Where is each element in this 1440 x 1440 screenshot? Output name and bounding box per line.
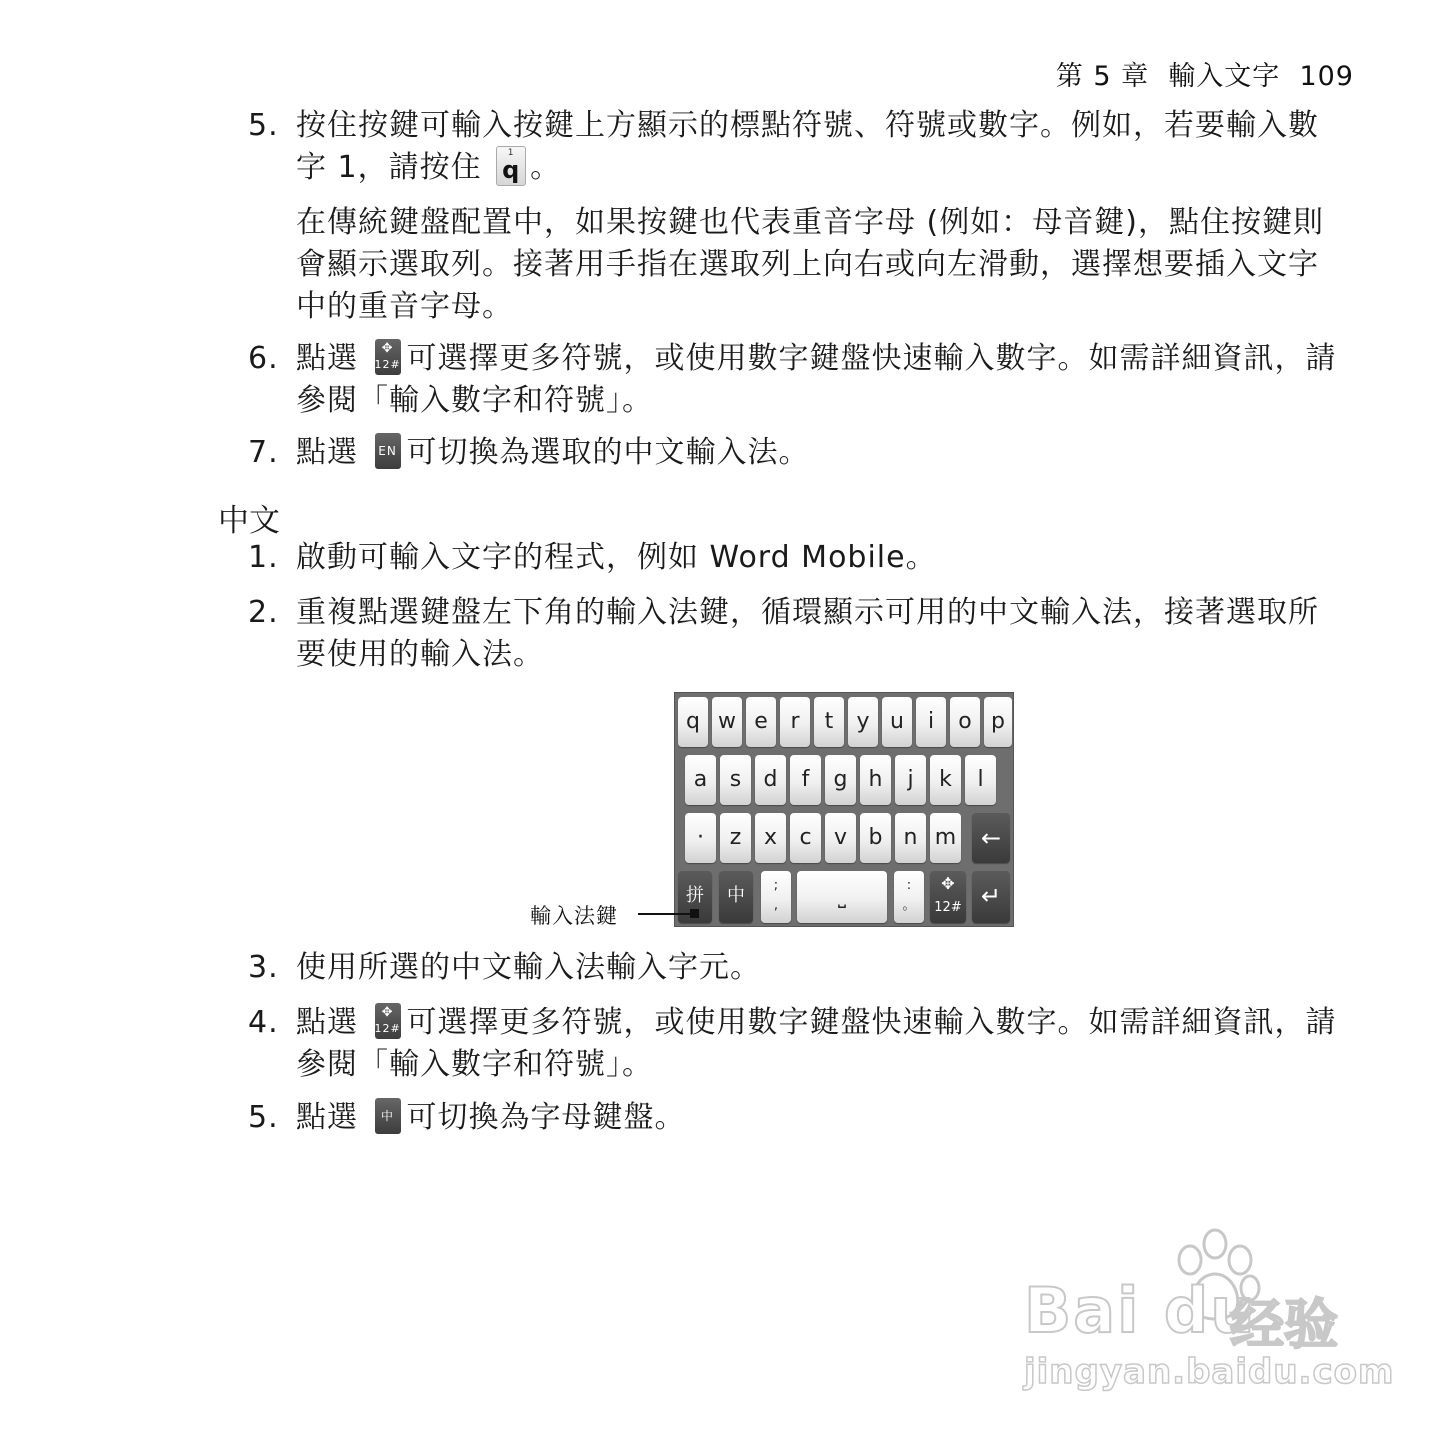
callout-line [638,913,694,915]
key-t: t [814,697,844,747]
key-m: m [930,813,961,863]
item-text: 點選 中 可切換為字母鍵盤。 [296,1097,1338,1139]
item-number: 5. [248,1100,279,1135]
zhong-key: 中 [719,871,753,923]
key-w: w [712,697,742,747]
item-text: 使用所選的中文輸入法輸入字元。 [296,950,761,985]
punct-right-key: : 。 [894,871,924,923]
q-key-icon: 1 q [496,146,526,186]
page-number: 109 [1299,61,1354,92]
key-u: u [882,697,912,747]
backspace-key: ← [972,813,1010,863]
key-j: j [895,755,926,805]
watermark-cn: 经验 [1230,1293,1338,1356]
enter-key: ↵ [972,871,1010,923]
key-c: c [790,813,821,863]
section-label: 輸入文字 [1168,61,1281,92]
item-number: 4. [248,1005,279,1040]
item-number: 6. [248,341,279,376]
item-number: 3. [248,950,279,985]
item-number: 1. [248,540,279,575]
item-text: 點選 ✥ 12# 可選擇更多符號，或使用數字鍵盤快速輸入數字。如需詳細資訊，請參閱「輸入數字和符號」。 [296,1004,1337,1082]
key-z: z [720,813,751,863]
page-header [1056,54,1354,93]
chapter-label: 第 5 章 [1055,61,1150,92]
key-h: h [860,755,891,805]
symbols-12-icon: ✥ 12# [375,339,401,375]
section-title: 中文 [218,503,280,539]
key-p: p [984,697,1012,747]
zhong-key-icon: 中 [375,1098,401,1134]
key-x: x [755,813,786,863]
key-s: s [720,755,751,805]
pinyin-input-method-key: 拼 [678,871,712,923]
watermark-url: jingyan.baidu.com [1024,1352,1395,1392]
symbols-12-key: ✥ 12# [930,871,966,923]
item-number: 7. [248,435,279,470]
item-text: 點選 EN 可切換為選取的中文輸入法。 [296,432,1338,474]
key-g: g [825,755,856,805]
key-q: q [678,697,708,747]
key-r: r [780,697,810,747]
key-d: d [755,755,786,805]
space-key: ⎵ [797,871,887,923]
key-e: e [746,697,776,747]
key-dot: · [685,813,716,863]
item-text: 點選 ✥ 12# 可選擇更多符號，或使用數字鍵盤快速輸入數字。如需詳細資訊，請參閱「輸入數字和符號」。 [296,340,1337,418]
item-number: 5. [248,108,279,143]
watermark-brand: Bai du [1024,1274,1257,1347]
key-f: f [790,755,821,805]
item-text: 啟動可輸入文字的程式，例如 Word Mobile。 [296,540,937,575]
baidu-jingyan-watermark [1020,1222,1395,1397]
key-k: k [930,755,961,805]
key-b: b [860,813,891,863]
key-v: v [825,813,856,863]
paragraph: 在傳統鍵盤配置中，如果按鍵也代表重音字母 (例如：母音鍵)，點住按鍵則會顯示選取列。接著用手指在選取列上向右或向左滑動，選擇想要插入文字中的重音字母。 [296,205,1324,324]
punct-left-key: ; , [761,871,791,923]
callout-dot [690,909,699,918]
en-key-icon: EN [375,433,401,469]
item-number: 2. [248,595,279,630]
key-y: y [848,697,878,747]
symbols-12-icon: ✥ 12# [375,1003,401,1039]
key-n: n [895,813,926,863]
callout-label: 輸入法鍵 [530,904,618,928]
key-o: o [950,697,980,747]
key-l: l [965,755,996,805]
item-text: 按住按鍵可輸入按鍵上方顯示的標點符號、符號或數字。例如，若要輸入數字 1，請按住 1 q 。 [296,108,1319,185]
item-text: 重複點選鍵盤左下角的輸入法鍵，循環顯示可用的中文輸入法，接著選取所要使用的輸入法。 [296,595,1319,672]
keyboard-image [674,692,1014,927]
key-a: a [685,755,716,805]
key-i: i [916,697,946,747]
